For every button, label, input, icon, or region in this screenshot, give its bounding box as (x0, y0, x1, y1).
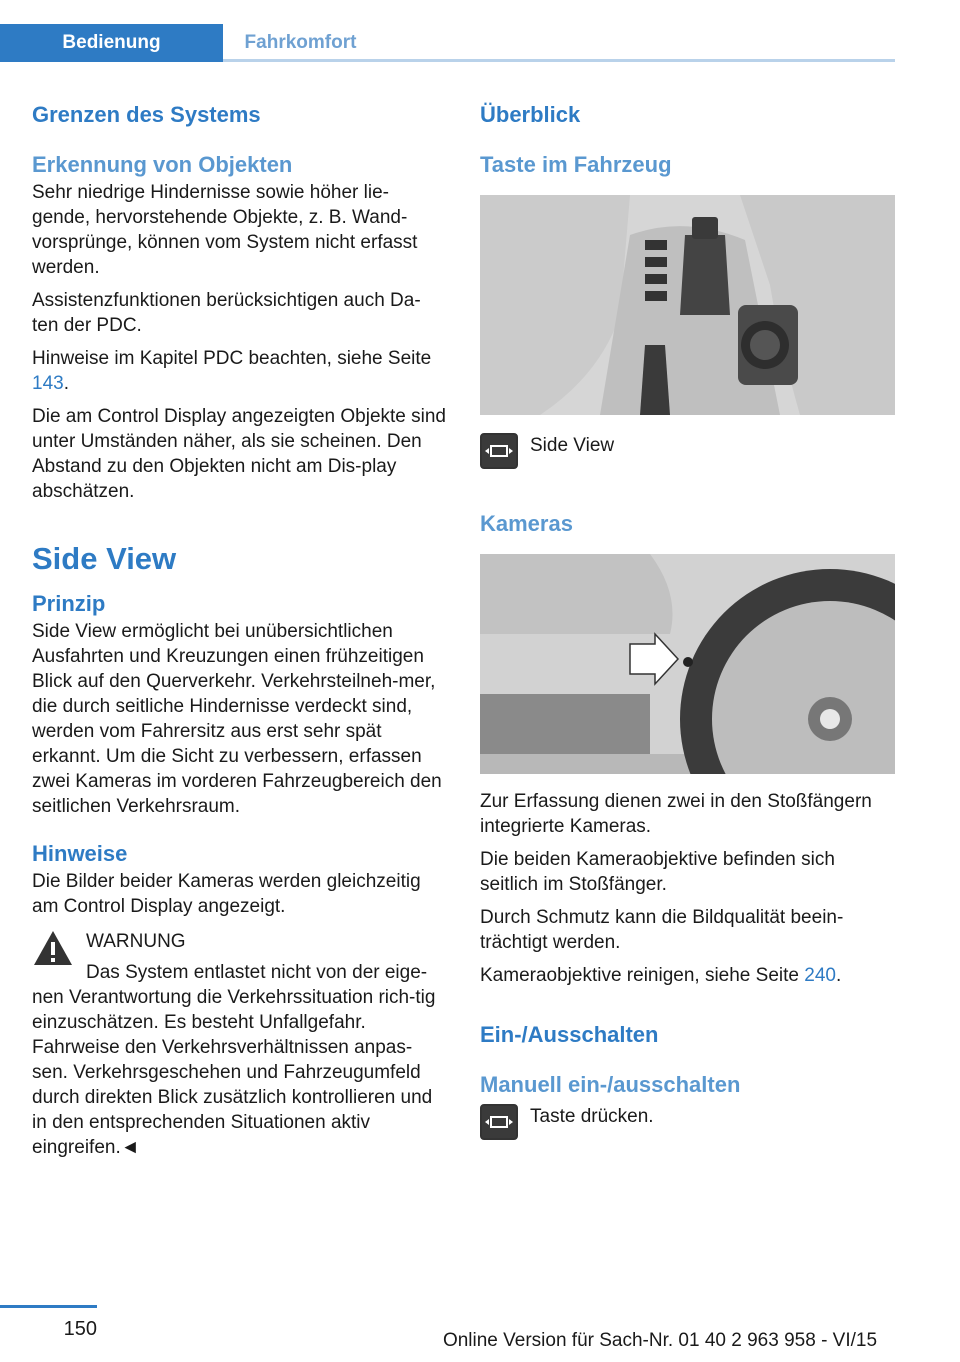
left-column (32, 100, 447, 1160)
paragraph-low-obstacles: Sehr niedrige Hindernisse sowie höher lie-gende, hervorstehende Objekte, z. B. Wand-vorsprünge, können vom System nicht erfasst werden. (32, 182, 418, 278)
center-console-illustration (480, 195, 895, 415)
side-view-button[interactable] (480, 433, 518, 469)
warning-block (32, 929, 447, 985)
side-view-button-label: Side View (530, 435, 615, 456)
center-console-photo (480, 195, 895, 415)
pdc-hint-end: . (63, 373, 69, 394)
paragraph-dirt-quality: Durch Schmutz kann die Bildqualität beein-trächtigt werden. (480, 907, 844, 953)
side-view-button-manual[interactable] (480, 1104, 518, 1140)
warning-title: WARNUNG (86, 931, 186, 952)
paragraph-assist-functions: Assistenzfunktionen berücksichtigen auch Da-ten der PDC. (32, 290, 421, 336)
paragraph-camera-location: Die beiden Kameraobjektive befinden sich seitlich im Stoßfänger. (480, 849, 835, 895)
bumper-camera-illustration (480, 554, 895, 774)
warning-triangle-icon (32, 929, 74, 967)
heading-cameras: Kameras (480, 511, 573, 536)
heading-on-off: Ein-/Ausschalten (480, 1022, 659, 1047)
side-view-button-row (480, 433, 895, 469)
warning-text: nen Verantwortung die Verkehrssituation rich-tig einzuschätzen. Es besteht Unfallgefahr. Fahrweise den Verkehrsverhältnissen anpas-sen. Verkehrsgeschehen und Fahrzeugumfeld durch direkten Blick zusätzlich kontrollieren und in den entsprechenden Situationen aktiv eingreifen.◄ (32, 987, 436, 1158)
page-link-143[interactable]: 143 (32, 373, 64, 394)
tab-underline (223, 59, 895, 62)
side-view-icon (482, 1106, 516, 1138)
paragraph-camera-integration: Zur Erfassung dienen zwei in den Stoßfängern integrierte Kameras. (480, 791, 872, 837)
heading-button-in-vehicle: Taste im Fahrzeug (480, 152, 672, 177)
paragraph-display-objects: Die am Control Display angezeigten Objekte sind unter Umständen näher, als sie scheinen. Den Abstand zu den Objekten nicht am Dis-play abschätzen. (32, 406, 446, 502)
right-column (480, 100, 895, 1140)
pdc-hint-text: Hinweise im Kapitel PDC beachten, siehe Seite (32, 348, 432, 369)
bumper-camera-photo (480, 554, 895, 774)
paragraph-notes: Die Bilder beider Kameras werden gleichzeitig am Control Display angezeigt. (32, 871, 421, 917)
warning-header (86, 929, 427, 985)
heading-notes: Hinweise (32, 841, 128, 866)
heading-manual-on-off: Manuell ein-/ausschalten (480, 1072, 741, 1097)
chapter-tabs (0, 24, 895, 62)
heading-principle: Prinzip (32, 591, 106, 616)
clean-lenses-text: Kameraobjektive reinigen, siehe Seite (480, 965, 805, 986)
footer-rule (0, 1305, 97, 1308)
paragraph-principle: Side View ermöglicht bei unübersichtlichen Ausfahrten und Kreuzungen einen frühzeitigen Blick auf den Querverkehr. Verkehrsteilneh-mer, die durch seitliche Hindernisse verdeckt sind, werden vom Fahrersitz aus erst sehr spät erkannt. Um die Sicht zu verbessern, erfassen zwei Kameras im vorderen Fahrzeugbereich den seitlichen Verkehrsraum. (32, 621, 442, 817)
paragraph-pdc-hint (32, 346, 447, 396)
clean-lenses-end: . (835, 965, 842, 986)
tab-fahrkomfort[interactable]: Fahrkomfort (223, 24, 378, 62)
heading-object-detection: Erkennung von Objekten (32, 152, 293, 177)
heading-limits: Grenzen des Systems (32, 102, 261, 127)
side-view-icon (482, 435, 516, 467)
page-number: 150 (63, 1318, 97, 1340)
manual-button-text: Taste drücken. (530, 1106, 654, 1127)
footer-edition-text: Online Version für Sach-Nr. 01 40 2 963 958 - VI/15 (442, 1330, 878, 1351)
warning-first-line: Das System entlastet nicht von der eige- (86, 962, 428, 983)
page-link-240[interactable]: 240 (804, 965, 836, 986)
tab-bedienung[interactable]: Bedienung (0, 24, 223, 62)
heading-side-view: Side View (32, 541, 177, 576)
paragraph-clean-lenses (480, 963, 895, 988)
heading-overview: Überblick (480, 102, 581, 127)
manual-button-row (480, 1104, 895, 1140)
